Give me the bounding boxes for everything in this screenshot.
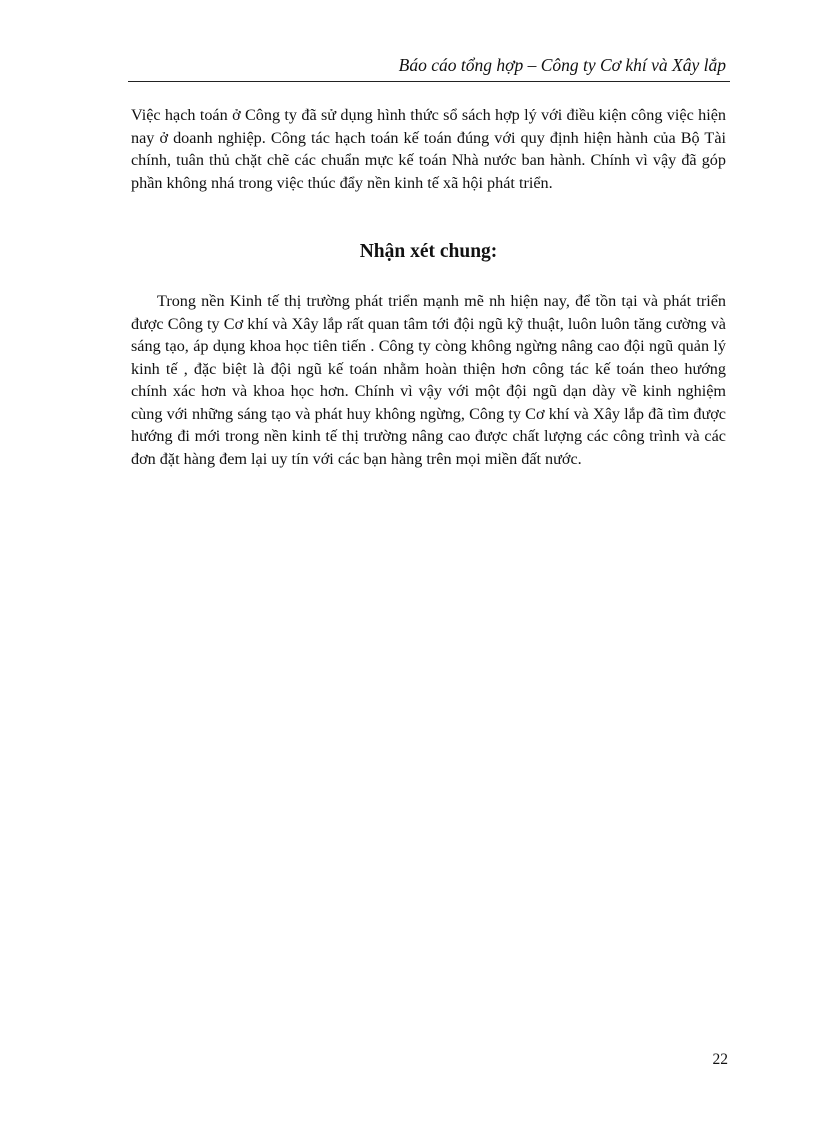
body-paragraph-2-container [131, 290, 726, 470]
section-title: Nhận xét chung: [359, 241, 498, 262]
header-title: Báo cáo tổng hợp – Công ty Cơ khí và Xây lắp [398, 55, 726, 75]
body-paragraph-2: Trong nền Kinh tế thị trường phát triển mạnh mẽ nh hiện nay, để tồn tại và phát triển được Công ty Cơ khí và Xây lắp rất quan tâm tới đội ngũ kỹ thuật, luôn luôn tăng cường và sáng tạo, áp dụng khoa học tiên tiến . Công ty còng không ngừng nâng cao đội ngũ quản lý kinh tế , đặc biệt là đội ngũ kế toán nhằm hoàn thiện hơn công tác kế toán theo hướng chính xác hơn và khoa học hơn. Chính vì vậy với một đội ngũ dạn dày về kinh nghiệm cùng với những sáng tạo và phát huy không ngừng, Công ty Cơ khí và Xây lắp đã tìm được hướng đi mới trong nền kinh tế thị trường nâng cao được chất lượng các công trình và các đơn đặt hàng đem lại uy tín với các bạn hàng trên mọi miền đất nước. [131, 292, 726, 468]
body-paragraph-1-container [131, 104, 726, 194]
page-header [128, 55, 730, 82]
page-number: 22 [712, 1051, 728, 1068]
body-paragraph-1: Việc hạch toán ở Công ty đã sử dụng hình thức sổ sách hợp lý với điều kiện công việc hiện nay ở doanh nghiệp. Công tác hạch toán kế toán đúng với quy định hiện hành của Bộ Tài chính, tuân thủ chặt chẽ các chuẩn mực kế toán Nhà nước ban hành. Chính vì vậy đã góp phần không nhá trong việc thúc đẩy nền kinh tế xã hội phát triển. [131, 106, 726, 192]
